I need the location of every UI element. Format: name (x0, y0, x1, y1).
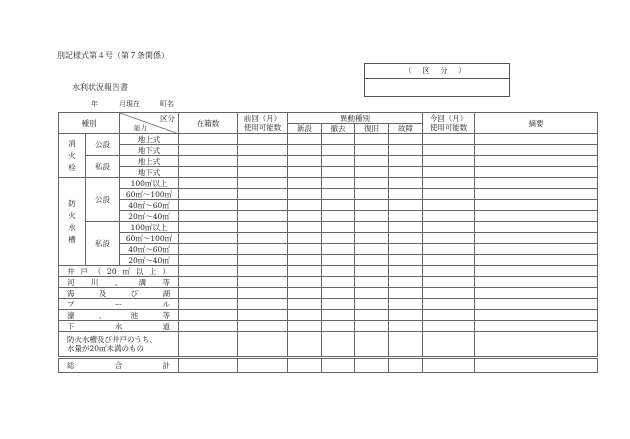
date-month: 月現在 (119, 100, 140, 108)
table-row (59, 134, 598, 145)
table-row (59, 321, 598, 332)
data-cell[interactable] (288, 332, 322, 358)
data-cell[interactable] (179, 178, 238, 189)
data-cell[interactable] (475, 277, 598, 288)
data-cell[interactable] (423, 321, 475, 332)
header-curr-2: 使用可能数 (429, 123, 468, 132)
data-cell[interactable] (322, 358, 355, 373)
data-cell[interactable] (179, 310, 238, 321)
capacity-label: 100㎡以上 (120, 222, 179, 233)
capacity-label: 20㎡～40㎡ (120, 255, 179, 266)
data-cell[interactable] (238, 178, 288, 189)
data-cell[interactable] (179, 288, 238, 299)
data-cell[interactable] (423, 222, 475, 233)
data-cell[interactable] (238, 189, 288, 200)
data-cell[interactable] (423, 167, 475, 178)
data-cell[interactable] (423, 211, 475, 222)
data-cell[interactable] (355, 255, 389, 266)
data-cell[interactable] (322, 299, 355, 310)
group-label: 公設 (86, 178, 120, 222)
data-cell[interactable] (475, 255, 598, 266)
data-cell[interactable] (475, 200, 598, 211)
data-cell[interactable] (355, 244, 389, 255)
data-cell[interactable] (238, 332, 288, 358)
header-tekiyo: 摘要 (475, 113, 598, 134)
header-kubun: 区分 (160, 114, 175, 123)
data-cell[interactable] (322, 266, 355, 277)
header-curr (423, 113, 475, 134)
data-cell[interactable] (179, 200, 238, 211)
data-cell[interactable] (238, 167, 288, 178)
data-cell[interactable] (179, 277, 238, 288)
data-cell[interactable] (322, 233, 355, 244)
data-cell[interactable] (389, 310, 423, 321)
table-row (59, 178, 598, 189)
data-cell[interactable] (288, 358, 322, 373)
data-cell[interactable] (322, 277, 355, 288)
data-cell[interactable] (179, 244, 238, 255)
table-row (59, 332, 598, 358)
data-cell[interactable] (389, 167, 423, 178)
data-cell[interactable] (475, 156, 598, 167)
data-cell[interactable] (238, 211, 288, 222)
header-ido: 異動種別 (288, 113, 423, 124)
data-cell[interactable] (322, 222, 355, 233)
data-cell[interactable] (288, 189, 322, 200)
data-cell[interactable] (288, 200, 322, 211)
data-cell[interactable] (389, 244, 423, 255)
small-volume-label (59, 332, 179, 358)
data-cell[interactable] (355, 167, 389, 178)
data-cell[interactable] (389, 145, 423, 156)
table-row (59, 266, 598, 277)
capacity-label: 40㎡～60㎡ (120, 244, 179, 255)
data-cell[interactable] (179, 233, 238, 244)
capacity-label: 地上式 (120, 156, 179, 167)
data-cell[interactable] (355, 299, 389, 310)
data-cell[interactable] (423, 189, 475, 200)
data-cell[interactable] (238, 255, 288, 266)
data-cell[interactable] (355, 156, 389, 167)
data-cell[interactable] (355, 200, 389, 211)
table-row (59, 299, 598, 310)
header-shubetsu: 種別 (59, 113, 120, 134)
data-cell[interactable] (322, 321, 355, 332)
table-row (59, 310, 598, 321)
capacity-label: 40㎡～60㎡ (120, 200, 179, 211)
data-cell[interactable] (423, 145, 475, 156)
data-cell[interactable] (475, 145, 598, 156)
header-curr-1: 今回（月） (429, 114, 468, 123)
table-row (59, 222, 598, 233)
data-cell[interactable] (423, 233, 475, 244)
data-cell[interactable] (179, 167, 238, 178)
data-cell[interactable] (389, 266, 423, 277)
header-kosho: 故障 (389, 124, 423, 134)
header-tekkyo: 撤去 (322, 124, 355, 134)
data-cell[interactable] (238, 277, 288, 288)
data-cell[interactable] (179, 156, 238, 167)
data-cell[interactable] (389, 178, 423, 189)
data-cell[interactable] (179, 222, 238, 233)
data-cell[interactable] (423, 277, 475, 288)
group-label: 私設 (86, 222, 120, 266)
row-label: 濠、池等 (59, 310, 179, 321)
data-cell[interactable] (475, 310, 598, 321)
data-cell[interactable] (423, 255, 475, 266)
header-zaiseki: 在籍数 (179, 113, 238, 134)
data-cell[interactable] (423, 178, 475, 189)
table-row (59, 255, 598, 266)
row-label: 河川、溝等 (59, 277, 179, 288)
row-label: 井戸（20㎡以上） (59, 266, 179, 277)
data-cell[interactable] (355, 233, 389, 244)
data-cell[interactable] (475, 332, 598, 358)
data-cell[interactable] (355, 332, 389, 358)
tank-label: 防火水槽 (59, 178, 86, 266)
data-cell[interactable] (389, 156, 423, 167)
row-label: 海及び湖 (59, 288, 179, 299)
data-cell[interactable] (288, 266, 322, 277)
data-cell[interactable] (238, 266, 288, 277)
data-cell[interactable] (288, 156, 322, 167)
data-cell[interactable] (322, 211, 355, 222)
data-cell[interactable] (355, 134, 389, 145)
table-row (59, 189, 598, 200)
table-row (59, 200, 598, 211)
data-cell[interactable] (179, 255, 238, 266)
data-cell[interactable] (423, 200, 475, 211)
data-cell[interactable] (475, 358, 598, 373)
row-label: プール (59, 299, 179, 310)
data-cell[interactable] (179, 266, 238, 277)
data-cell[interactable] (389, 277, 423, 288)
kubun-label: （ 区 分 ） (365, 64, 509, 79)
data-cell[interactable] (475, 288, 598, 299)
data-cell[interactable] (322, 288, 355, 299)
data-cell[interactable] (288, 310, 322, 321)
header-shinsetsu: 新設 (288, 124, 322, 134)
data-cell[interactable] (389, 321, 423, 332)
capacity-label: 地下式 (120, 167, 179, 178)
data-cell[interactable] (423, 266, 475, 277)
table-row (59, 167, 598, 178)
data-cell[interactable] (355, 277, 389, 288)
data-cell[interactable] (475, 211, 598, 222)
data-cell[interactable] (288, 178, 322, 189)
data-cell[interactable] (288, 222, 322, 233)
data-cell[interactable] (389, 222, 423, 233)
table-row (59, 288, 598, 299)
data-cell[interactable] (322, 156, 355, 167)
data-cell[interactable] (423, 332, 475, 358)
capacity-label: 地上式 (120, 134, 179, 145)
data-cell[interactable] (238, 222, 288, 233)
header-prev-1: 前回（月） (243, 114, 282, 123)
data-cell[interactable] (423, 358, 475, 373)
data-cell[interactable] (238, 321, 288, 332)
kubun-box (364, 63, 510, 97)
data-cell[interactable] (179, 189, 238, 200)
data-cell[interactable] (179, 299, 238, 310)
data-cell[interactable] (288, 288, 322, 299)
report-table (58, 112, 598, 373)
data-cell[interactable] (389, 332, 423, 358)
data-cell[interactable] (389, 134, 423, 145)
data-cell[interactable] (322, 178, 355, 189)
data-cell[interactable] (322, 134, 355, 145)
data-cell[interactable] (238, 288, 288, 299)
data-cell[interactable] (288, 321, 322, 332)
data-cell[interactable] (322, 310, 355, 321)
capacity-label: 60㎡～100㎡ (120, 189, 179, 200)
table-row (59, 211, 598, 222)
header-prev (238, 113, 288, 134)
data-cell[interactable] (238, 156, 288, 167)
data-cell[interactable] (355, 178, 389, 189)
header-noryoku: 能力 (134, 124, 147, 132)
data-cell[interactable] (238, 310, 288, 321)
data-cell[interactable] (179, 134, 238, 145)
data-cell[interactable] (475, 244, 598, 255)
group-label: 公設 (86, 134, 120, 156)
data-cell[interactable] (355, 145, 389, 156)
data-cell[interactable] (355, 310, 389, 321)
data-cell[interactable] (288, 244, 322, 255)
capacity-label: 20㎡～40㎡ (120, 211, 179, 222)
data-cell[interactable] (355, 358, 389, 373)
capacity-label: 地下式 (120, 145, 179, 156)
town-name-label: 町名 (160, 100, 174, 108)
data-cell[interactable] (423, 299, 475, 310)
data-cell[interactable] (423, 134, 475, 145)
data-cell[interactable] (288, 211, 322, 222)
date-year: 年 (91, 100, 98, 108)
data-cell[interactable] (423, 288, 475, 299)
table-row (59, 145, 598, 156)
header-fukkyu: 復旧 (355, 124, 389, 134)
data-cell[interactable] (179, 321, 238, 332)
data-cell[interactable] (423, 244, 475, 255)
data-cell[interactable] (389, 288, 423, 299)
data-cell[interactable] (288, 167, 322, 178)
data-cell[interactable] (475, 222, 598, 233)
capacity-label: 100㎡以上 (120, 178, 179, 189)
data-cell[interactable] (475, 266, 598, 277)
data-cell[interactable] (355, 211, 389, 222)
data-cell[interactable] (355, 266, 389, 277)
data-cell[interactable] (389, 299, 423, 310)
small-volume-line-2: 水量が20㎡未満のもの (67, 344, 145, 353)
data-cell[interactable] (288, 145, 322, 156)
data-cell[interactable] (389, 200, 423, 211)
data-cell[interactable] (322, 244, 355, 255)
data-cell[interactable] (322, 189, 355, 200)
data-cell[interactable] (238, 299, 288, 310)
data-cell[interactable] (475, 233, 598, 244)
table-row (59, 277, 598, 288)
data-cell[interactable] (238, 200, 288, 211)
data-cell[interactable] (288, 134, 322, 145)
table-row (59, 244, 598, 255)
data-cell[interactable] (322, 167, 355, 178)
data-cell[interactable] (475, 167, 598, 178)
table-row (59, 156, 598, 167)
data-cell[interactable] (322, 145, 355, 156)
data-cell[interactable] (288, 277, 322, 288)
data-cell[interactable] (389, 189, 423, 200)
data-cell[interactable] (238, 244, 288, 255)
form-number: 別記様式第４号（第７条関係） (57, 51, 169, 60)
data-cell[interactable] (179, 332, 238, 358)
data-cell[interactable] (322, 200, 355, 211)
data-cell[interactable] (322, 332, 355, 358)
data-cell[interactable] (389, 255, 423, 266)
data-cell[interactable] (179, 358, 238, 373)
data-cell[interactable] (475, 189, 598, 200)
data-cell[interactable] (389, 358, 423, 373)
data-cell[interactable] (238, 233, 288, 244)
total-label: 総合計 (59, 358, 179, 373)
row-label: 下水道 (59, 321, 179, 332)
data-cell[interactable] (288, 255, 322, 266)
data-cell[interactable] (423, 310, 475, 321)
header-prev-2: 使用可能数 (243, 123, 282, 132)
data-cell[interactable] (355, 222, 389, 233)
document-title: 水利状況報告書 (72, 83, 128, 92)
data-cell[interactable] (475, 299, 598, 310)
data-cell[interactable] (475, 178, 598, 189)
data-cell[interactable] (355, 321, 389, 332)
capacity-label: 60㎡～100㎡ (120, 233, 179, 244)
data-cell[interactable] (475, 134, 598, 145)
data-cell[interactable] (423, 156, 475, 167)
data-cell[interactable] (179, 145, 238, 156)
small-volume-line-1: 防火水槽及び井戸のうち、 (67, 335, 157, 344)
data-cell[interactable] (288, 299, 322, 310)
data-cell[interactable] (389, 211, 423, 222)
data-cell[interactable] (475, 321, 598, 332)
data-cell[interactable] (238, 358, 288, 373)
group-label: 私設 (86, 156, 120, 178)
hydrant-label: 消火栓 (59, 134, 86, 178)
data-cell[interactable] (389, 233, 423, 244)
data-cell[interactable] (288, 233, 322, 244)
data-cell[interactable] (355, 288, 389, 299)
data-cell[interactable] (355, 189, 389, 200)
data-cell[interactable] (238, 134, 288, 145)
data-cell[interactable] (238, 145, 288, 156)
table-row (59, 233, 598, 244)
header-kubun-noryoku (120, 113, 179, 134)
total-row (59, 358, 598, 373)
data-cell[interactable] (179, 211, 238, 222)
data-cell[interactable] (322, 255, 355, 266)
